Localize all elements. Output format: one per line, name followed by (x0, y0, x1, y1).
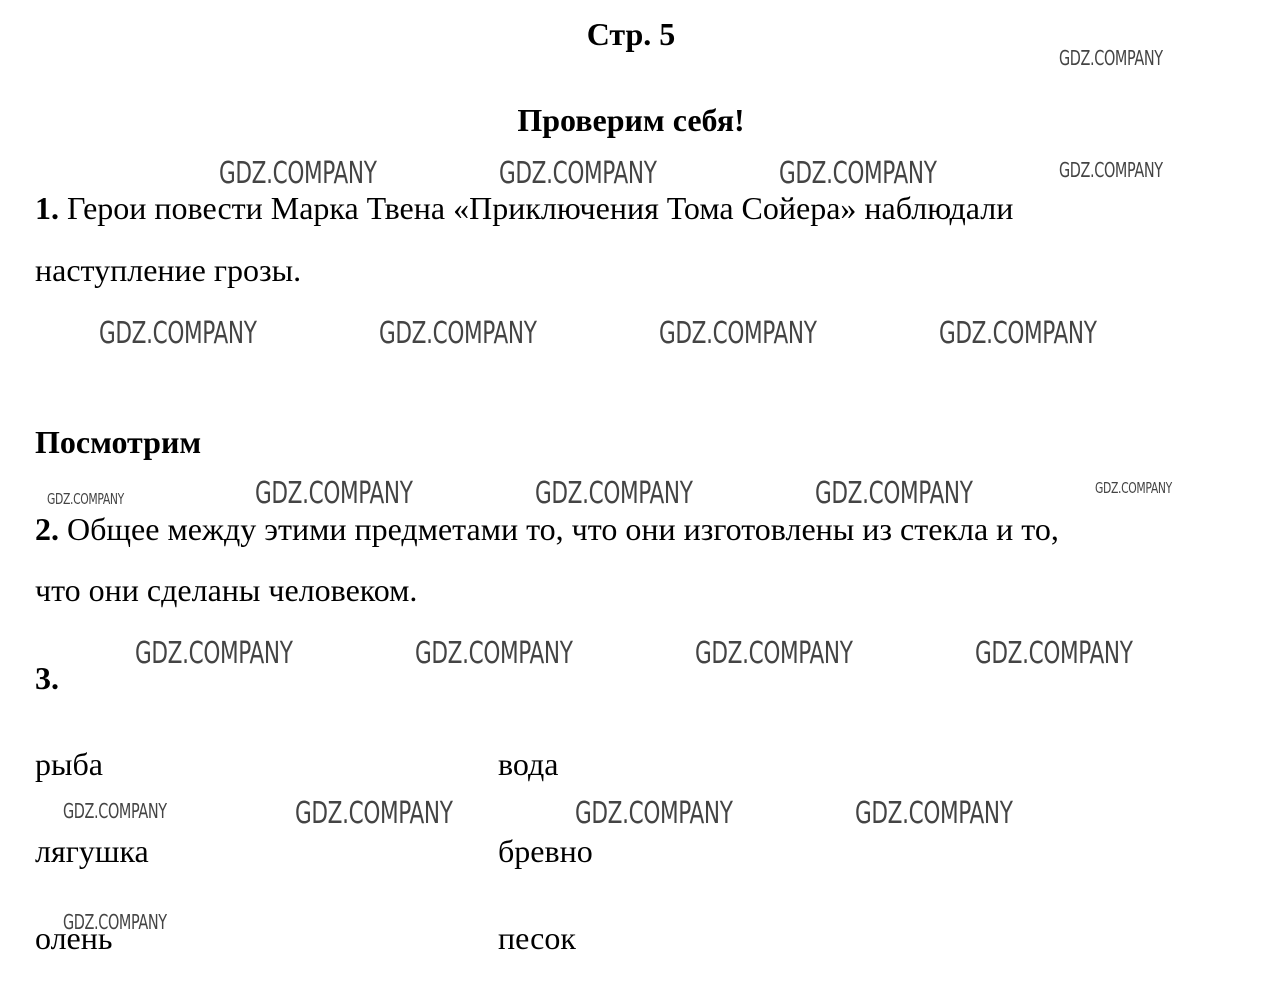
watermark: GDZ.COMPANY (575, 796, 733, 831)
list-item-right: вода (498, 746, 559, 782)
watermark: GDZ.COMPANY (499, 156, 657, 191)
watermark: GDZ.COMPANY (255, 476, 413, 511)
task1-line1 (35, 188, 1013, 228)
watermark: GDZ.COMPANY (815, 476, 973, 511)
watermark: GDZ.COMPANY (63, 799, 167, 823)
list-item-right: бревно (498, 833, 593, 869)
watermark: GDZ.COMPANY (219, 156, 377, 191)
task2-line1 (35, 509, 1059, 549)
watermark: GDZ.COMPANY (535, 476, 693, 511)
page-title: Стр. 5 (586, 16, 676, 52)
section-title: Проверим себя! (517, 102, 745, 138)
watermark: GDZ.COMPANY (975, 636, 1133, 671)
list-item-left: рыба (35, 746, 103, 782)
watermark: GDZ.COMPANY (695, 636, 853, 671)
watermark: GDZ.COMPANY (659, 316, 817, 351)
watermark: GDZ.COMPANY (63, 910, 167, 934)
task1-text-line2: наступление грозы. (35, 252, 302, 288)
task3-number: 3. (35, 660, 59, 696)
list-item-left: лягушка (35, 833, 149, 869)
task1-text-line1: Герои повести Марка Твена «Приключения Тома Сойера» наблюдали (67, 190, 1014, 226)
list-item-left: олень (35, 920, 113, 956)
watermark: GDZ.COMPANY (939, 316, 1097, 351)
list-item-right: песок (498, 920, 576, 956)
heading-posmotrim: Посмотрим (35, 424, 202, 460)
watermark: GDZ.COMPANY (379, 316, 537, 351)
task1-number: 1. (35, 190, 59, 226)
watermark: GDZ.COMPANY (415, 636, 573, 671)
task2-text-line2: что они сделаны человеком. (35, 572, 418, 608)
watermark: GDZ.COMPANY (855, 796, 1013, 831)
watermark: GDZ.COMPANY (779, 156, 937, 191)
watermark: GDZ.COMPANY (1095, 479, 1172, 497)
watermark: GDZ.COMPANY (135, 636, 293, 671)
watermark: GDZ.COMPANY (99, 316, 257, 351)
task2-text-line1: Общее между этими предметами то, что они изготовлены из стекла и то, (67, 511, 1059, 547)
watermark: GDZ.COMPANY (295, 796, 453, 831)
task2-number: 2. (35, 511, 59, 547)
watermark: GDZ.COMPANY (47, 490, 124, 508)
watermark: GDZ.COMPANY (1059, 46, 1163, 70)
watermark: GDZ.COMPANY (1059, 158, 1163, 182)
